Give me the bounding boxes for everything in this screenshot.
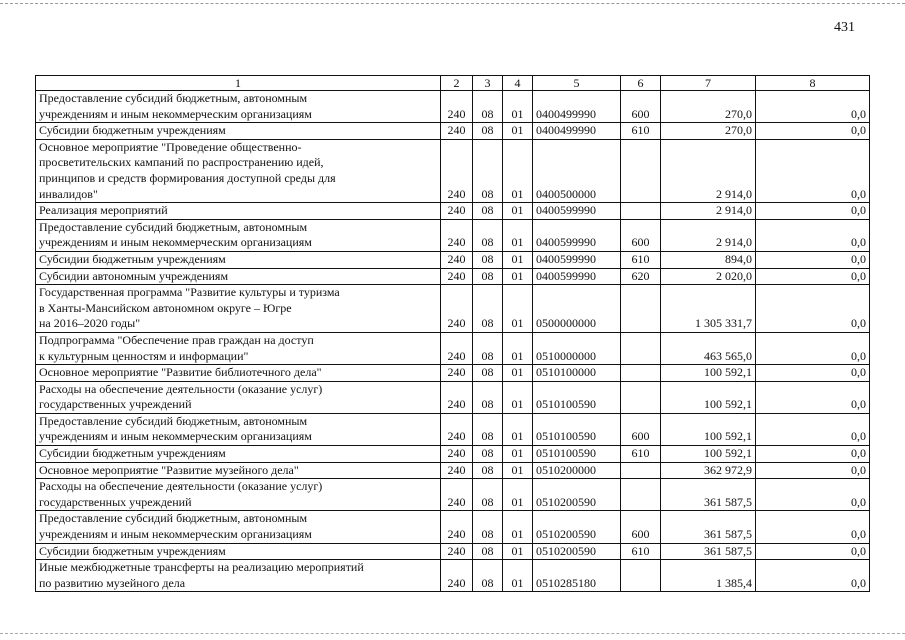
row-amount-cell: 100 592,1 <box>661 446 756 463</box>
table-body <box>36 76 870 592</box>
row-name-cell: Субсидии автономным учреждениям <box>36 268 441 285</box>
row-amount-cell: 361 587,5 <box>661 479 756 511</box>
row-amount-cell: 2 020,0 <box>661 268 756 285</box>
row-target-code-cell: 0400499990 <box>533 91 621 123</box>
row-subsection-cell: 01 <box>503 251 533 268</box>
row-code-2-cell: 240 <box>441 332 473 364</box>
row-amount-cell: 270,0 <box>661 123 756 140</box>
row-code-2-cell: 240 <box>441 511 473 543</box>
row-name-cell: Иные межбюджетные трансферты на реализацию мероприятий по развитию музейного дела <box>36 560 441 592</box>
row-code-2-cell: 240 <box>441 251 473 268</box>
row-amount-2-cell: 0,0 <box>756 139 870 202</box>
row-name-cell: Государственная программа "Развитие культуры и туризма в Ханты-Мансийском автономном округе – Югре на 2016–2020 годы" <box>36 285 441 333</box>
row-expense-type-cell: 610 <box>621 251 661 268</box>
row-amount-2-cell: 0,0 <box>756 479 870 511</box>
row-expense-type-cell: 610 <box>621 446 661 463</box>
row-expense-type-cell: 610 <box>621 543 661 560</box>
row-name-cell: Субсидии бюджетным учреждениям <box>36 446 441 463</box>
row-name-cell: Субсидии бюджетным учреждениям <box>36 543 441 560</box>
row-code-2-cell: 240 <box>441 285 473 333</box>
row-section-cell: 08 <box>473 332 503 364</box>
scan-edge-bottom <box>0 633 905 634</box>
row-name-cell: Субсидии бюджетным учреждениям <box>36 251 441 268</box>
table-row <box>36 285 870 333</box>
row-target-code-cell: 0500000000 <box>533 285 621 333</box>
table-row <box>36 251 870 268</box>
column-header-7: 7 <box>661 76 756 91</box>
row-name-cell: Подпрограмма "Обеспечение прав граждан на доступ к культурным ценностям и информации" <box>36 332 441 364</box>
row-target-code-cell: 0400500000 <box>533 139 621 202</box>
scan-edge-top <box>0 3 905 4</box>
row-name-cell: Расходы на обеспечение деятельности (оказание услуг) государственных учреждений <box>36 479 441 511</box>
page-number: 431 <box>834 20 855 35</box>
row-expense-type-cell: 600 <box>621 91 661 123</box>
row-subsection-cell: 01 <box>503 446 533 463</box>
row-section-cell: 08 <box>473 479 503 511</box>
row-amount-2-cell: 0,0 <box>756 543 870 560</box>
row-target-code-cell: 0400599990 <box>533 251 621 268</box>
row-amount-2-cell: 0,0 <box>756 251 870 268</box>
row-name-cell: Основное мероприятие "Проведение общественно- просветительских кампаний по распространению идей, принципов и средств формирования доступной среды для инвалидов" <box>36 139 441 202</box>
column-header-3: 3 <box>473 76 503 91</box>
row-target-code-cell: 0510200590 <box>533 479 621 511</box>
budget-table <box>35 75 870 592</box>
row-amount-cell: 894,0 <box>661 251 756 268</box>
row-amount-cell: 270,0 <box>661 91 756 123</box>
row-amount-2-cell: 0,0 <box>756 268 870 285</box>
row-amount-cell: 361 587,5 <box>661 543 756 560</box>
table-row <box>36 560 870 592</box>
table-row <box>36 332 870 364</box>
row-section-cell: 08 <box>473 446 503 463</box>
row-section-cell: 08 <box>473 365 503 382</box>
row-expense-type-cell <box>621 139 661 202</box>
row-subsection-cell: 01 <box>503 91 533 123</box>
row-target-code-cell: 0510100590 <box>533 413 621 445</box>
row-section-cell: 08 <box>473 139 503 202</box>
row-amount-2-cell: 0,0 <box>756 511 870 543</box>
row-subsection-cell: 01 <box>503 560 533 592</box>
table-row <box>36 462 870 479</box>
row-amount-2-cell: 0,0 <box>756 219 870 251</box>
row-target-code-cell: 0400599990 <box>533 268 621 285</box>
row-section-cell: 08 <box>473 381 503 413</box>
row-expense-type-cell: 610 <box>621 123 661 140</box>
row-expense-type-cell <box>621 381 661 413</box>
row-code-2-cell: 240 <box>441 543 473 560</box>
table-row <box>36 91 870 123</box>
row-amount-cell: 100 592,1 <box>661 413 756 445</box>
row-target-code-cell: 0510200590 <box>533 543 621 560</box>
table-row <box>36 381 870 413</box>
row-section-cell: 08 <box>473 543 503 560</box>
row-target-code-cell: 0510100590 <box>533 381 621 413</box>
row-subsection-cell: 01 <box>503 139 533 202</box>
row-target-code-cell: 0400599990 <box>533 203 621 220</box>
row-subsection-cell: 01 <box>503 365 533 382</box>
row-name-cell: Расходы на обеспечение деятельности (оказание услуг) государственных учреждений <box>36 381 441 413</box>
row-code-2-cell: 240 <box>441 268 473 285</box>
row-expense-type-cell: 600 <box>621 511 661 543</box>
row-expense-type-cell <box>621 365 661 382</box>
table-row <box>36 219 870 251</box>
row-subsection-cell: 01 <box>503 123 533 140</box>
row-amount-2-cell: 0,0 <box>756 91 870 123</box>
row-subsection-cell: 01 <box>503 543 533 560</box>
row-section-cell: 08 <box>473 251 503 268</box>
row-code-2-cell: 240 <box>441 479 473 511</box>
row-section-cell: 08 <box>473 285 503 333</box>
row-amount-2-cell: 0,0 <box>756 123 870 140</box>
row-section-cell: 08 <box>473 511 503 543</box>
row-section-cell: 08 <box>473 413 503 445</box>
row-expense-type-cell: 600 <box>621 413 661 445</box>
row-amount-cell: 100 592,1 <box>661 381 756 413</box>
row-amount-2-cell: 0,0 <box>756 446 870 463</box>
row-amount-cell: 2 914,0 <box>661 203 756 220</box>
row-subsection-cell: 01 <box>503 285 533 333</box>
row-target-code-cell: 0400499990 <box>533 123 621 140</box>
row-expense-type-cell: 600 <box>621 219 661 251</box>
row-name-cell: Субсидии бюджетным учреждениям <box>36 123 441 140</box>
row-target-code-cell: 0510100590 <box>533 446 621 463</box>
row-section-cell: 08 <box>473 560 503 592</box>
row-subsection-cell: 01 <box>503 219 533 251</box>
table-row <box>36 479 870 511</box>
row-expense-type-cell <box>621 203 661 220</box>
row-section-cell: 08 <box>473 219 503 251</box>
row-subsection-cell: 01 <box>503 462 533 479</box>
row-subsection-cell: 01 <box>503 479 533 511</box>
table-row <box>36 446 870 463</box>
column-header-4: 4 <box>503 76 533 91</box>
row-target-code-cell: 0510000000 <box>533 332 621 364</box>
row-target-code-cell: 0510100000 <box>533 365 621 382</box>
row-amount-cell: 2 914,0 <box>661 219 756 251</box>
column-header-1: 1 <box>36 76 441 91</box>
row-target-code-cell: 0510200000 <box>533 462 621 479</box>
row-amount-cell: 100 592,1 <box>661 365 756 382</box>
row-code-2-cell: 240 <box>441 462 473 479</box>
row-name-cell: Предоставление субсидий бюджетным, автономным учреждениям и иным некоммерческим организациям <box>36 91 441 123</box>
table-row <box>36 511 870 543</box>
row-amount-2-cell: 0,0 <box>756 413 870 445</box>
table-header-row <box>36 76 870 91</box>
row-section-cell: 08 <box>473 268 503 285</box>
row-subsection-cell: 01 <box>503 381 533 413</box>
row-amount-2-cell: 0,0 <box>756 203 870 220</box>
row-name-cell: Основное мероприятие "Развитие библиотечного дела" <box>36 365 441 382</box>
row-expense-type-cell <box>621 332 661 364</box>
row-expense-type-cell <box>621 462 661 479</box>
row-section-cell: 08 <box>473 91 503 123</box>
row-code-2-cell: 240 <box>441 560 473 592</box>
row-subsection-cell: 01 <box>503 413 533 445</box>
row-code-2-cell: 240 <box>441 91 473 123</box>
table-row <box>36 413 870 445</box>
row-section-cell: 08 <box>473 203 503 220</box>
row-code-2-cell: 240 <box>441 381 473 413</box>
row-code-2-cell: 240 <box>441 203 473 220</box>
table-row <box>36 543 870 560</box>
row-amount-cell: 1 385,4 <box>661 560 756 592</box>
row-name-cell: Предоставление субсидий бюджетным, автономным учреждениям и иным некоммерческим организациям <box>36 511 441 543</box>
row-code-2-cell: 240 <box>441 219 473 251</box>
row-code-2-cell: 240 <box>441 123 473 140</box>
row-amount-2-cell: 0,0 <box>756 462 870 479</box>
row-name-cell: Реализация мероприятий <box>36 203 441 220</box>
table-row <box>36 268 870 285</box>
row-amount-2-cell: 0,0 <box>756 332 870 364</box>
table-row <box>36 139 870 202</box>
row-amount-2-cell: 0,0 <box>756 381 870 413</box>
row-target-code-cell: 0400599990 <box>533 219 621 251</box>
row-code-2-cell: 240 <box>441 446 473 463</box>
table-row <box>36 365 870 382</box>
row-section-cell: 08 <box>473 123 503 140</box>
row-amount-2-cell: 0,0 <box>756 365 870 382</box>
row-code-2-cell: 240 <box>441 139 473 202</box>
row-subsection-cell: 01 <box>503 511 533 543</box>
row-amount-cell: 463 565,0 <box>661 332 756 364</box>
row-subsection-cell: 01 <box>503 332 533 364</box>
row-amount-cell: 362 972,9 <box>661 462 756 479</box>
row-code-2-cell: 240 <box>441 413 473 445</box>
row-amount-cell: 1 305 331,7 <box>661 285 756 333</box>
table-row <box>36 203 870 220</box>
column-header-2: 2 <box>441 76 473 91</box>
row-amount-2-cell: 0,0 <box>756 285 870 333</box>
row-amount-2-cell: 0,0 <box>756 560 870 592</box>
row-name-cell: Основное мероприятие "Развитие музейного дела" <box>36 462 441 479</box>
row-code-2-cell: 240 <box>441 365 473 382</box>
row-name-cell: Предоставление субсидий бюджетным, автономным учреждениям и иным некоммерческим организациям <box>36 413 441 445</box>
row-expense-type-cell <box>621 560 661 592</box>
row-expense-type-cell <box>621 285 661 333</box>
row-target-code-cell: 0510285180 <box>533 560 621 592</box>
row-subsection-cell: 01 <box>503 203 533 220</box>
row-expense-type-cell <box>621 479 661 511</box>
table-row <box>36 123 870 140</box>
column-header-5: 5 <box>533 76 621 91</box>
row-section-cell: 08 <box>473 462 503 479</box>
column-header-6: 6 <box>621 76 661 91</box>
column-header-8: 8 <box>756 76 870 91</box>
row-subsection-cell: 01 <box>503 268 533 285</box>
row-amount-cell: 2 914,0 <box>661 139 756 202</box>
row-name-cell: Предоставление субсидий бюджетным, автономным учреждениям и иным некоммерческим организациям <box>36 219 441 251</box>
row-target-code-cell: 0510200590 <box>533 511 621 543</box>
row-amount-cell: 361 587,5 <box>661 511 756 543</box>
row-expense-type-cell: 620 <box>621 268 661 285</box>
